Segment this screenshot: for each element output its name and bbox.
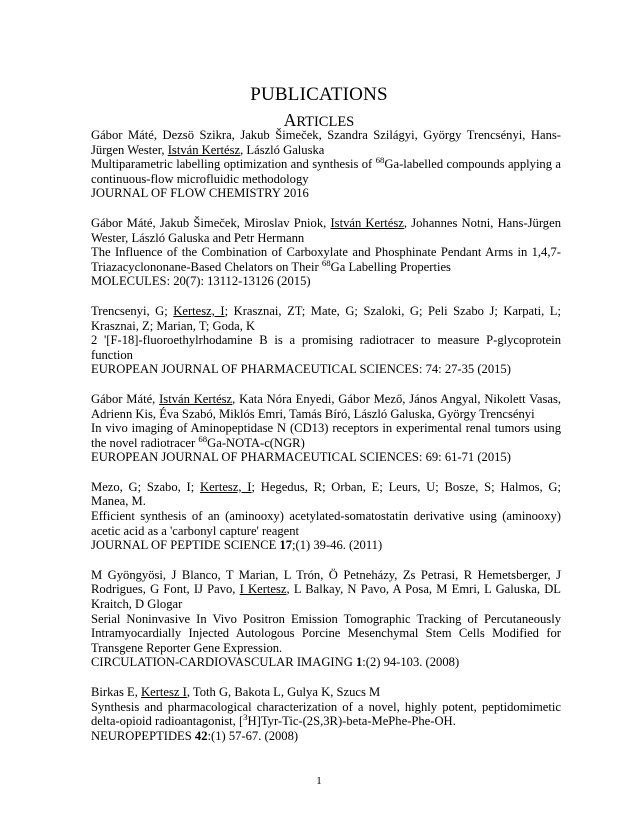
publication-list xyxy=(91,128,561,758)
publication-journal: JOURNAL OF FLOW CHEMISTRY 2016 xyxy=(91,186,309,201)
publication-journal: NEUROPEPTIDES 42:(1) 57-67. (2008) xyxy=(91,728,299,743)
publication-title: 2 '[F-18]-fluoroethylrhodamine B is a promising radiotracer to measure P-glycoprotein function xyxy=(91,333,561,362)
section-title-rest: RTICLES xyxy=(296,114,355,130)
publication-entry xyxy=(91,216,561,289)
publication-entry xyxy=(91,685,561,743)
publication-authors: Mezo, G; Szabo, I; Kertesz, I; Hegedus, R; Orban, E; Leurs, U; Bosze, S; Halmos, G; Manea, M. xyxy=(91,479,561,509)
publication-authors: Gábor Máté, Jakub Šimeček, Miroslav Pniok, István Kertész, Johannes Notni, Hans-Jürgen Wester, László Galuska and Petr Hermann xyxy=(91,215,561,245)
highlighted-author: István Kertész xyxy=(330,215,404,230)
publication-authors: M Gyöngyösi, J Blanco, T Marian, L Trón, Ö Petneházy, Zs Petrasi, R Hemetsberger, J Rodrigues, G Font, IJ Pavo, I Kertesz, L Balkay, N Pavo, A Posa, M Emri, L Galuska, DL Kraitch, D Glogar xyxy=(91,567,561,612)
publication-journal: JOURNAL OF PEPTIDE SCIENCE 17;(1) 39-46. (2011) xyxy=(91,538,383,553)
highlighted-author: István Kertész xyxy=(167,142,241,157)
publication-title: Serial Noninvasive In Vivo Positron Emission Tomographic Tracking of Percutaneously Intramyocardially Injected Autologous Porcine Mesenchymal Stem Cells Modified for Transgene Reporter Gene Expression. xyxy=(91,611,561,655)
page-title xyxy=(0,84,638,106)
publication-entry xyxy=(91,304,561,377)
page-title-initial: P xyxy=(250,84,261,105)
highlighted-author: Kertesz, I xyxy=(199,479,252,494)
publication-entry xyxy=(91,128,561,201)
publication-title: Synthesis and pharmacological characterization of a novel, highly potent, peptidomimetic delta-opioid radioantagonist, [$^3$H]Tyr-Tic-(2S,3R)-beta-MePhe-Phe-OH. xyxy=(91,699,561,729)
publication-journal: EUROPEAN JOURNAL OF PHARMACEUTICAL SCIENCES: 74: 27-35 (2015) xyxy=(91,362,511,377)
publication-authors: Gábor Máté, István Kertész, Kata Nóra Enyedi, Gábor Mező, János Angyal, Nikolett Vasas, Adrienn Kis, Éva Szabó, Miklós Emri, Tamás Bíró, László Galuska, György Trencsényi xyxy=(91,391,561,421)
publication-journal: CIRCULATION-CARDIOVASCULAR IMAGING 1:(2) 94-103. (2008) xyxy=(91,655,460,670)
publication-title: Efficient synthesis of an (aminooxy) acetylated-somatostatin derivative using (aminooxy) acetic acid as a 'carbonyl capture' reagent xyxy=(91,509,561,538)
page-title-rest: UBLICATIONS xyxy=(261,84,388,105)
publication-entry xyxy=(91,392,561,465)
publication-entry xyxy=(91,480,561,553)
publication-title: The Influence of the Combination of Carboxylate and Phosphinate Pendant Arms in 1,4,7-Triazacyclononane-Based Chelators on Their $^{68}$Ga Labelling Properties xyxy=(91,245,561,274)
publication-title: Multiparametric labelling optimization and synthesis of $^{68}$Ga-labelled compounds applying a continuous-flow microfluidic methodology xyxy=(91,155,561,186)
highlighted-author: Kertesz, I xyxy=(173,303,225,318)
highlighted-author: I Kertesz xyxy=(239,582,287,597)
publication-journal: MOLECULES: 20(7): 13112-13126 (2015) xyxy=(91,274,311,289)
page-number: 1 xyxy=(316,775,322,787)
section-title-initial: A xyxy=(283,110,297,130)
publication-journal: EUROPEAN JOURNAL OF PHARMACEUTICAL SCIENCES: 69: 61-71 (2015) xyxy=(91,450,511,465)
publication-authors: Birkas E, Kertesz I, Toth G, Bakota L, Gulya K, Szucs M xyxy=(91,685,381,699)
publication-title: In vivo imaging of Aminopeptidase N (CD13) receptors in experimental renal tumors using the novel radiotracer $^{68}$Ga-NOTA-c(NGR) xyxy=(91,421,561,450)
publication-authors: Gábor Máté, Dezsö Szikra, Jakub Šimeček, Szandra Szilágyi, György Trencsényi, Hans-Jürgen Wester, István Kertész, László Galuska xyxy=(91,128,561,157)
highlighted-author: István Kertész xyxy=(159,391,233,406)
highlighted-author: Kertesz I xyxy=(141,685,187,699)
publication-entry xyxy=(91,568,561,670)
publication-authors: Trencsenyi, G; Kertesz, I; Krasznai, ZT; Mate, G; Szaloki, G; Peli Szabo J; Karpati, L; Krasznai, Z; Marian, T; Goda, K xyxy=(91,303,561,333)
